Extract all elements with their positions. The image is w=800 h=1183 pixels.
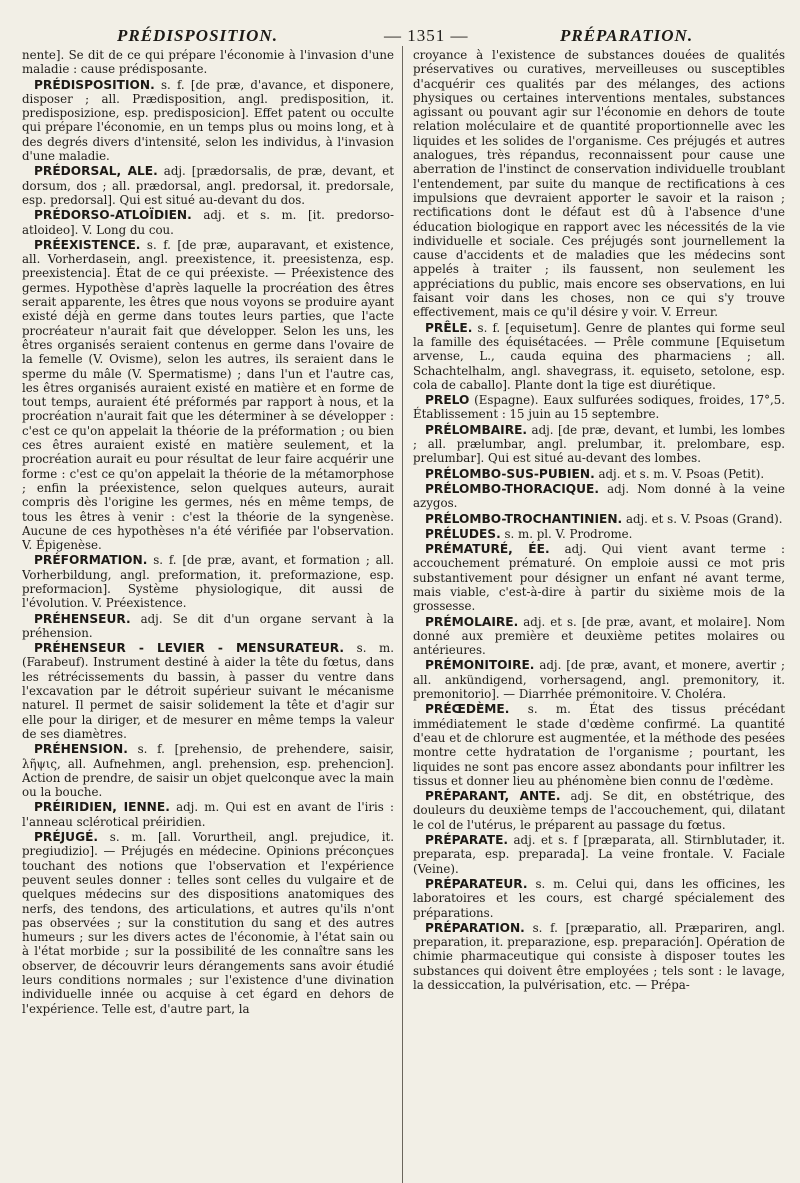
entry-text: s. f. [de præ, auparavant, et existence, all. Vorherdasein, angl. preexistence, it. preesistenza, esp. preexistencia]. État de ce qui préexiste. — Préexistence des germes. Hypothèse d'après laquelle la procréation des êtres serait apparente, les êtres que nous voyons se produire ayant existé déjà en germe dans toutes leurs parties, que l'acte procréateur n'aurait fait que développer. Selon les uns, les êtres organisés seraient contenus en germe dans l'ovaire de la femelle (V. Ovisme), selon les autres, ils seraient dans le sperme du mâle (V. Spermatisme) ; dans l'un et l'autre cas, les êtres organisés auraient existé en matière et en forme de tout temps, auraient été préformés par rapport à nous, et la procréation n'aurait fait que les déterminer à se développer : c'est ce qu'on appelait la théorie de la préformation ; ou bien ces êtres auraient existé en matière seulement, et la procréation aurait eu pour résultat de leur faire acquérir une forme : c'est ce qu'on appelait la théorie de la métamorphose ; enfin la préexistence, selon quelques auteurs, aurait compris dès l'origine les germes, nés en même temps, de tous les êtres à venir : c'est la théorie de la syngenèse. Aucune de ces hypothèses n'a été vérifiée par l'observation. V. Épigenèse. <box>22 237 394 553</box>
dictionary-entry <box>22 742 394 799</box>
dictionary-entry <box>22 238 394 553</box>
running-head-right: PRÉPARATION. <box>560 26 694 45</box>
entry-text: s. m. pl. V. Prodrome. <box>504 526 633 541</box>
dictionary-entry <box>22 800 394 829</box>
dictionary-entry <box>413 321 785 392</box>
dictionary-entry <box>413 527 785 541</box>
dictionary-entry <box>22 641 394 741</box>
entry-headword: PRÉPARATION. <box>425 920 525 935</box>
dictionary-entry <box>413 482 785 511</box>
entry-text: adj. Se dit, en obstétrique, des douleurs du deuxième temps de l'accouchement, qui, dilatant le col de l'utérus, le préparent au passage du fœtus. <box>413 789 785 832</box>
entry-headword: PRÉEXISTENCE. <box>34 237 141 252</box>
entry-text: s. f. [equisetum]. Genre de plantes qui forme seul la famille des équisétacées. — Prêle commune [Equisetum arvense, L., cauda equina des pharmaciens ; all. Schachtelhalm, angl. shavegrass, it. equiseto, setolone, esp. cola de caballo]. Plante dont la tige est diurétique. <box>413 320 785 392</box>
entry-headword: PRÉHENSION. <box>34 742 128 757</box>
entry-headword: PRÉHENSEUR. <box>34 611 131 626</box>
entry-text: s. m. [all. Vorurtheil, angl. prejudice, it. pregiudizio]. — Préjugés en médecine. Opinions préconçues touchant des notions que l'observation et l'expérience peuvent seules donner : telles sont celles du vulgaire et de quelques médecins sur des dispositions anatomiques des nerfs, des tendons, des articulations, et autres qu'ils n'ont pas observées ; sur la constitution du sang et des autres humeurs ; sur les divers actes de l'économie, à l'état sain ou à l'état morbide ; sur la possibilité de les connaître sans les observer, de découvrir leurs dérangements sans avoir étudié leurs conditions normales ; sur l'existence d'une divination individuelle innée ou acquise à cet égard en dehors de l'expérience. Telle est, d'autre part, la <box>22 830 395 1016</box>
entry-headword: PRÉŒDÈME. <box>425 702 510 717</box>
entry-headword: PRÉPARATE. <box>425 833 509 848</box>
entry-headword: PRÉLOMBO-TROCHANTINIEN. <box>425 511 623 526</box>
page-header <box>22 14 792 48</box>
entry-headword: PRÉMATURÉ, ÉE. <box>425 542 550 557</box>
entry-text: nente]. Se dit de ce qui prépare l'économie à l'invasion d'une maladie : cause prédisposante. <box>22 48 394 77</box>
entry-text: adj. et s. V. Psoas (Grand). <box>625 511 783 526</box>
entry-headword: PRÉMONITOIRE. <box>425 658 535 673</box>
entry-text: adj. et s. f [præparata, all. Stirnblutader, it. preparata, esp. preparada]. La veine frontale. V. Faciale (Veine). <box>413 833 785 876</box>
entry-text: s. f. [præparatio, all. Præpariren, angl. preparation, it. preparazione, esp. preparación]. Opération de chimie pharmaceutique qui consiste à disposer toutes les substances qui doivent être employées ; tels sont : le lavage, la dessiccation, la pulvérisation, etc. — Prépa- <box>413 920 785 992</box>
dictionary-entry <box>22 612 394 641</box>
dictionary-entry <box>413 658 785 701</box>
entry-headword: PRÉJUGÉ. <box>34 830 99 845</box>
dictionary-entry <box>22 553 394 610</box>
entry-headword: PRÉFORMATION. <box>34 553 148 568</box>
entry-headword: PRÉDORSO-ATLOÏDIEN. <box>34 208 192 223</box>
entry-headword: PRÉMOLAIRE. <box>425 614 519 629</box>
entry-text: croyance à l'existence de substances douées de qualités préservatives ou curatives, merveilleuses ou susceptibles d'acquérir ces qualités par des mélanges, des actions physiques ou certaines interventions mentales, substances agissant ou pouvant agir sur l'économie en dehors de toute relation moléculaire et de quantité proportionnelle avec les liquides et les solides de l'organisme. Ces préjugés et autres analogues, très répandus, reconnaissent pour cause une aberration de l'instinct de conservation individuelle troublant l'entendement, par suite du manque de rectifications à ces impulsions que devraient apporter le savoir et la raison ; rectifications dont le défaut est dû à l'absence d'une éducation biologique en rapport avec les nécessités de la vie individuelle et sociale. Ces préjugés sont journellement la cause d'accidents et de maladies que les médecins sont appelés à traiter ; ils faussent, non seulement les appréciations du public, mais encore ses observations, en lui faisant voir dans les choses, non ce qui s'y trouve effectivement, mais ce qu'il désire y voir. V. Erreur. <box>413 48 785 320</box>
entry-headword: PRELO <box>425 393 470 408</box>
dictionary-entry <box>413 833 785 876</box>
dictionary-entry <box>413 702 785 788</box>
right-column <box>403 48 785 1183</box>
dictionary-entry <box>413 542 785 613</box>
dictionary-entry <box>413 48 785 320</box>
entry-text: s. m. Celui qui, dans les officines, les laboratoires et les cours, est chargé spécialement des préparations. <box>413 876 785 920</box>
entry-text: adj. [prædorsalis, de præ, devant, et dorsum, dos ; all. prædorsal, angl. predorsal, it. predorsale, esp. predorsal]. Qui est situé au-devant du dos. <box>22 164 394 207</box>
entry-text: adj. et s. [de præ, avant, et molaire]. Nom donné aux première et deuxième petites molaires ou antérieures. <box>413 614 785 658</box>
entry-text: s. f. [de præ, d'avance, et disponere, disposer ; all. Prædisposition, angl. predisposition, it. predisposizione, esp. predisposicion]. Effet patent ou occulte qui prépare l'économie, en un temps plus ou moins long, et à des degrés divers d'intensité, selon les individus, à l'invasion d'une maladie. <box>22 77 394 164</box>
entry-text: adj. et s. m. V. Psoas (Petit). <box>598 466 765 481</box>
entry-headword: PRÉHENSEUR - LEVIER - MENSURATEUR. <box>34 641 345 656</box>
entry-text: adj. [de præ, avant, et monere, avertir ; all. ankündigend, vorhersagend, angl. premonitory, it. premonitorio]. — Diarrhée prémonitoire. V. Choléra. <box>413 658 785 702</box>
left-column <box>22 48 402 1183</box>
dictionary-entry <box>413 615 785 658</box>
dictionary-entry <box>22 208 394 237</box>
entry-headword: PRÉLUDES. <box>425 526 501 541</box>
dictionary-entry <box>413 877 785 920</box>
dictionary-entry <box>413 789 785 832</box>
entry-headword: PRÉIRIDIEN, IENNE. <box>34 800 170 815</box>
dictionary-entry <box>413 423 785 466</box>
dictionary-entry <box>22 830 394 1016</box>
entry-headword: PRÉPARATEUR. <box>425 876 528 891</box>
entry-headword: PRÉDISPOSITION. <box>34 77 155 92</box>
entry-text: adj. m. Qui est en avant de l'iris : l'anneau sclérotical préiridien. <box>22 800 394 829</box>
dictionary-entry <box>22 48 394 77</box>
dictionary-entry <box>22 78 394 164</box>
dictionary-entry <box>22 164 394 207</box>
entry-text: (Espagne). Eaux sulfurées sodiques, froides, 17°,5. Établissement : 15 juin au 15 septembre. <box>413 393 785 422</box>
entry-text: adj. Se dit d'un organe servant à la préhension. <box>22 611 394 640</box>
dictionary-entry <box>413 393 785 422</box>
entry-text: adj. Nom donné à la veine azygos. <box>413 481 785 511</box>
entry-text: s. m. État des tissus précédant immédiatement le stade d'œdème confirmé. La quantité d'eau et de chlorure est augmentée, et la méthode des pesées montre cette hydratation de l'organisme ; pourtant, les liquides ne sont pas encore assez abondants pour infiltrer les tissus et donner lieu au phénomène bien connu de l'œdème. <box>413 702 785 788</box>
running-head-left: PRÉDISPOSITION. <box>117 26 278 45</box>
entry-headword: PRÊLE. <box>425 320 473 335</box>
entry-text: adj. et s. m. [it. predorso-atloideo]. V. Long du cou. <box>22 208 395 237</box>
dictionary-entry <box>413 512 785 526</box>
entry-headword: PRÉLOMBO-THORACIQUE. <box>425 481 599 496</box>
entry-text: s. f. [prehensio, de prehendere, saisir, λῆψις, all. Aufnehmen, angl. prehension, esp. prehencion]. Action de prendre, de saisir un objet quelconque avec la main ou la bouche. <box>22 742 395 800</box>
entry-headword: PRÉLOMBAIRE. <box>425 422 528 437</box>
entry-text: adj. [de præ, devant, et lumbi, les lombes ; all. prælumbar, angl. prelumbar, it. prelombare, esp. prelumbar]. Qui est situé au-devant des lombes. <box>413 422 785 466</box>
entry-headword: PRÉLOMBO-SUS-PUBIEN. <box>425 466 595 481</box>
dictionary-entry <box>413 921 785 992</box>
entry-headword: PRÉDORSAL, ALE. <box>34 164 158 179</box>
dictionary-entry <box>413 467 785 481</box>
entry-text: s. m. (Farabeuf). Instrument destiné à aider la tête du fœtus, dans les rétrécissements du bassin, à passer du ventre dans l'excavation par le détroit supérieur suivant le mécanisme naturel. Il permet de saisir solidement la tête et d'agir sur elle pour la diriger, et de mesurer en même temps la valeur de ses diamètres. <box>22 641 394 741</box>
text-columns <box>22 48 794 1183</box>
entry-headword: PRÉPARANT, ANTE. <box>425 789 561 804</box>
entry-text: adj. Qui vient avant terme : accouchement prématuré. On emploie aussi ce mot pris substantivement pour désigner un enfant né avant terme, mais viable, c'est-à-dire à partir du sixième mois de la grossesse. <box>413 542 785 614</box>
page-number: — 1351 — <box>384 26 469 45</box>
entry-text: s. f. [de præ, avant, et formation ; all. Vorherbildung, angl. preformation, it. preformazione, esp. preformacion]. Système physiologique, dit aussi de l'évolution. V. Préexistence. <box>22 553 394 611</box>
